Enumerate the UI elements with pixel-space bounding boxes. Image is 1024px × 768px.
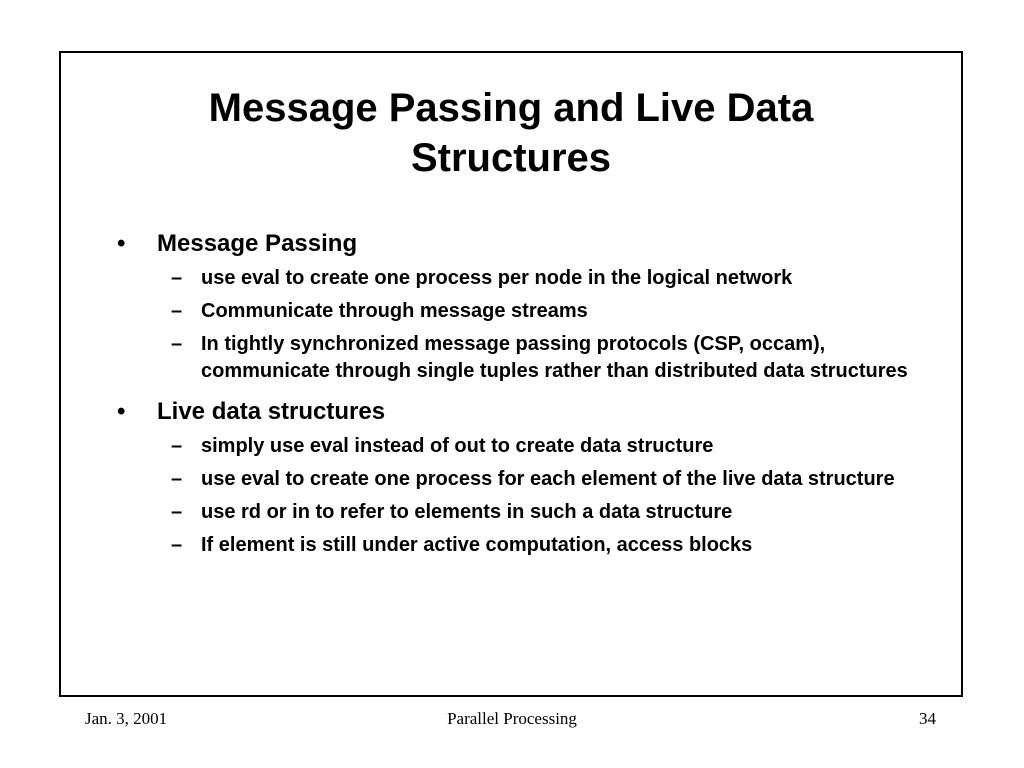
dash-marker: – bbox=[171, 468, 183, 490]
sub-item bbox=[91, 298, 921, 325]
bullet-heading: Live data structures bbox=[157, 398, 386, 425]
sub-list-message-passing bbox=[91, 265, 921, 385]
bullet-marker: • bbox=[117, 398, 126, 425]
sub-list-live-data-structures bbox=[91, 433, 921, 559]
dash-marker: – bbox=[171, 435, 183, 457]
dash-marker: – bbox=[171, 267, 183, 289]
sub-item bbox=[91, 331, 921, 385]
slide-frame bbox=[59, 51, 963, 697]
dash-marker: – bbox=[171, 333, 183, 355]
sub-item bbox=[91, 499, 921, 526]
sub-item-text: use eval to create one process per node in the logical network bbox=[201, 267, 793, 289]
bullet-message-passing bbox=[91, 229, 921, 259]
dash-marker: – bbox=[171, 300, 183, 322]
sub-item bbox=[91, 532, 921, 559]
slide-title: Message Passing and Live Data Structures bbox=[208, 86, 814, 180]
sub-item-text: If element is still under active computation, access blocks bbox=[201, 534, 753, 556]
bullet-marker: • bbox=[117, 230, 126, 257]
footer-course: Parallel Processing bbox=[447, 709, 577, 728]
footer-page-number: 34 bbox=[919, 709, 936, 728]
footer-date: Jan. 3, 2001 bbox=[85, 709, 168, 728]
dash-marker: – bbox=[171, 501, 183, 523]
sub-item bbox=[91, 433, 921, 460]
sub-item-text: use rd or in to refer to elements in such a data structure bbox=[201, 501, 733, 523]
sub-item bbox=[91, 265, 921, 292]
bullet-heading: Message Passing bbox=[157, 230, 358, 257]
sub-item bbox=[91, 466, 921, 493]
sub-item-text: use eval to create one process for each element of the live data structure bbox=[201, 468, 895, 490]
sub-item-text: In tightly synchronized message passing protocols (CSP, occam), communicate through single tuples rather than distributed data structures bbox=[201, 333, 908, 382]
bullet-live-data-structures bbox=[91, 397, 921, 427]
sub-item-text: Communicate through message streams bbox=[201, 300, 588, 322]
sub-item-text: simply use eval instead of out to create data structure bbox=[201, 435, 714, 457]
slide-content bbox=[91, 229, 921, 571]
dash-marker: – bbox=[171, 534, 183, 556]
